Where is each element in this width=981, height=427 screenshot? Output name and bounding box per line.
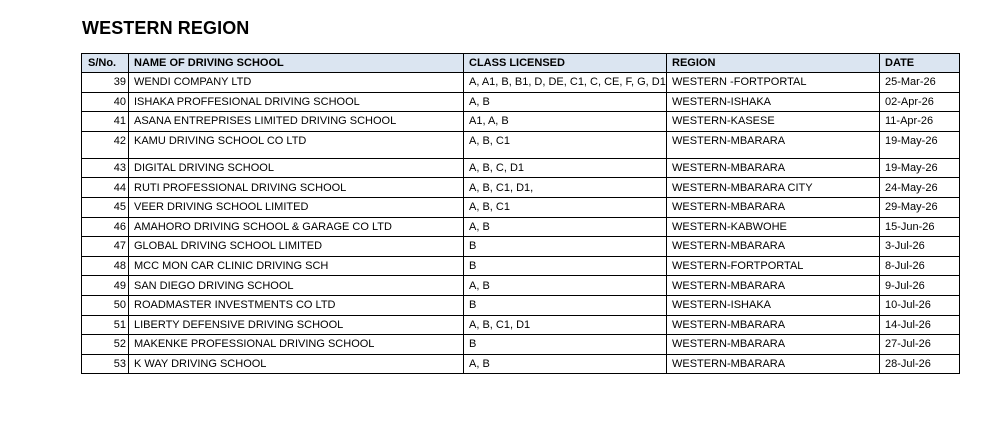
cell-sno: 46	[82, 217, 129, 237]
cell-class: A1, A, B	[464, 112, 667, 132]
header-region: REGION	[667, 54, 880, 73]
cell-sno: 44	[82, 178, 129, 198]
cell-sno: 42	[82, 131, 129, 158]
cell-date: 02-Apr-26	[880, 92, 960, 112]
cell-name: K WAY DRIVING SCHOOL	[129, 354, 464, 374]
cell-region: WESTERN-MBARARA	[667, 158, 880, 178]
cell-date: 10-Jul-26	[880, 295, 960, 315]
cell-sno: 49	[82, 276, 129, 296]
header-row	[82, 54, 960, 73]
table-row	[82, 112, 960, 132]
cell-date: 19-May-26	[880, 131, 960, 158]
cell-date: 25-Mar-26	[880, 73, 960, 93]
cell-name: AMAHORO DRIVING SCHOOL & GARAGE CO LTD	[129, 217, 464, 237]
cell-region: WESTERN-MBARARA	[667, 315, 880, 335]
cell-class: A, B	[464, 276, 667, 296]
cell-sno: 40	[82, 92, 129, 112]
cell-region: WESTERN-MBARARA	[667, 131, 880, 158]
cell-region: WESTERN-MBARARA	[667, 335, 880, 355]
cell-name: DIGITAL DRIVING SCHOOL	[129, 158, 464, 178]
cell-region: WESTERN-KABWOHE	[667, 217, 880, 237]
cell-date: 24-May-26	[880, 178, 960, 198]
cell-sno: 39	[82, 73, 129, 93]
table-row	[82, 158, 960, 178]
cell-class: A, B	[464, 354, 667, 374]
cell-class: A, B, C, D1	[464, 158, 667, 178]
cell-name: ASANA ENTREPRISES LIMITED DRIVING SCHOOL	[129, 112, 464, 132]
cell-name: WENDI COMPANY LTD	[129, 73, 464, 93]
cell-date: 3-Jul-26	[880, 237, 960, 257]
cell-name: VEER DRIVING SCHOOL LIMITED	[129, 197, 464, 217]
cell-date: 9-Jul-26	[880, 276, 960, 296]
cell-region: WESTERN-MBARARA	[667, 276, 880, 296]
cell-class: A, B, C1, D1,	[464, 178, 667, 198]
header-sno: S/No.	[82, 54, 129, 73]
cell-region: WESTERN -FORTPORTAL	[667, 73, 880, 93]
cell-sno: 47	[82, 237, 129, 257]
cell-name: KAMU DRIVING SCHOOL CO LTD	[129, 131, 464, 158]
cell-class: A, B	[464, 217, 667, 237]
table-row	[82, 315, 960, 335]
cell-name: MAKENKE PROFESSIONAL DRIVING SCHOOL	[129, 335, 464, 355]
table-row	[82, 178, 960, 198]
cell-name: RUTI PROFESSIONAL DRIVING SCHOOL	[129, 178, 464, 198]
cell-region: WESTERN-MBARARA	[667, 197, 880, 217]
cell-name: MCC MON CAR CLINIC DRIVING SCH	[129, 256, 464, 276]
table-row	[82, 256, 960, 276]
table-row	[82, 237, 960, 257]
cell-sno: 51	[82, 315, 129, 335]
cell-date: 15-Jun-26	[880, 217, 960, 237]
cell-class: B	[464, 237, 667, 257]
cell-sno: 48	[82, 256, 129, 276]
cell-region: WESTERN-MBARARA	[667, 354, 880, 374]
cell-region: WESTERN-ISHAKA	[667, 295, 880, 315]
table-row	[82, 335, 960, 355]
cell-date: 14-Jul-26	[880, 315, 960, 335]
cell-class: B	[464, 335, 667, 355]
cell-date: 11-Apr-26	[880, 112, 960, 132]
cell-region: WESTERN-ISHAKA	[667, 92, 880, 112]
header-date: DATE	[880, 54, 960, 73]
cell-class: A, A1, B, B1, D, DE, C1, C, CE, F, G, D1	[464, 73, 667, 93]
cell-sno: 41	[82, 112, 129, 132]
cell-date: 28-Jul-26	[880, 354, 960, 374]
cell-region: WESTERN-MBARARA	[667, 237, 880, 257]
cell-name: ISHAKA PROFFESIONAL DRIVING SCHOOL	[129, 92, 464, 112]
table-row	[82, 354, 960, 374]
table-row	[82, 73, 960, 93]
cell-class: B	[464, 295, 667, 315]
table-body	[82, 73, 960, 374]
cell-sno: 45	[82, 197, 129, 217]
table-row	[82, 295, 960, 315]
cell-class: A, B, C1, D1	[464, 315, 667, 335]
table-header	[82, 54, 960, 73]
table-row	[82, 197, 960, 217]
driving-schools-table	[81, 53, 960, 374]
cell-date: 29-May-26	[880, 197, 960, 217]
cell-name: SAN DIEGO DRIVING SCHOOL	[129, 276, 464, 296]
cell-sno: 53	[82, 354, 129, 374]
page-title: WESTERN REGION	[82, 18, 250, 38]
cell-region: WESTERN-FORTPORTAL	[667, 256, 880, 276]
table-row	[82, 131, 960, 158]
cell-sno: 52	[82, 335, 129, 355]
header-name: NAME OF DRIVING SCHOOL	[129, 54, 464, 73]
table-row	[82, 92, 960, 112]
cell-name: GLOBAL DRIVING SCHOOL LIMITED	[129, 237, 464, 257]
cell-class: A, B	[464, 92, 667, 112]
cell-date: 27-Jul-26	[880, 335, 960, 355]
cell-date: 19-May-26	[880, 158, 960, 178]
table-row	[82, 276, 960, 296]
cell-name: LIBERTY DEFENSIVE DRIVING SCHOOL	[129, 315, 464, 335]
cell-date: 8-Jul-26	[880, 256, 960, 276]
cell-class: A, B, C1	[464, 197, 667, 217]
cell-name: ROADMASTER INVESTMENTS CO LTD	[129, 295, 464, 315]
table-row	[82, 217, 960, 237]
header-class: CLASS LICENSED	[464, 54, 667, 73]
cell-region: WESTERN-MBARARA CITY	[667, 178, 880, 198]
cell-sno: 50	[82, 295, 129, 315]
cell-class: B	[464, 256, 667, 276]
cell-class: A, B, C1	[464, 131, 667, 158]
cell-region: WESTERN-KASESE	[667, 112, 880, 132]
cell-sno: 43	[82, 158, 129, 178]
